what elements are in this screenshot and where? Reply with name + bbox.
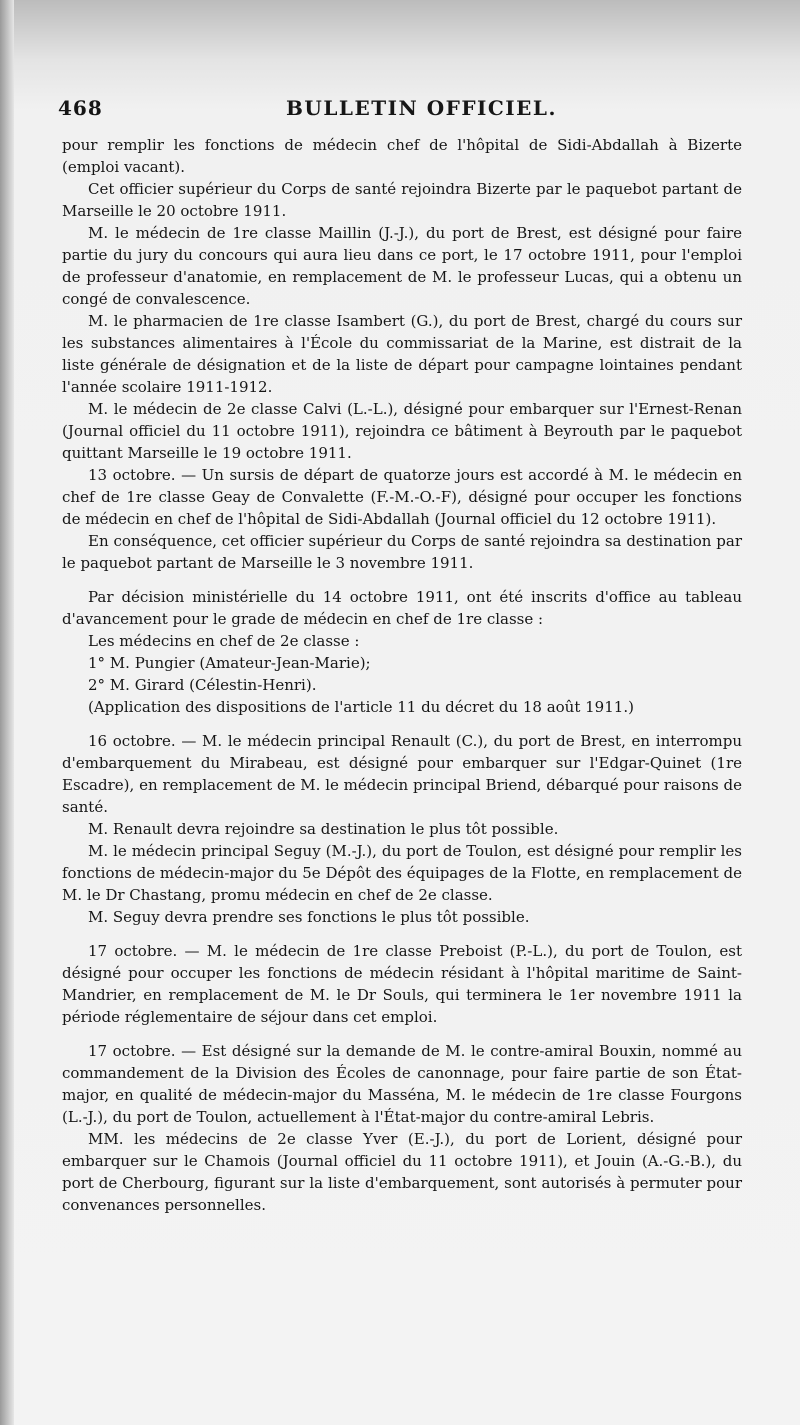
paragraph: M. le pharmacien de 1re classe Isambert (G.), du port de Brest, chargé du cours sur les substances alimentaires à l'École du commissariat de la Marine, est distrait de la liste générale de désignation et de la liste de départ pour campagne lointaines pendant l'année scolaire 1911-1912. [62,312,742,396]
paragraph: (Application des dispositions de l'article 11 du décret du 18 août 1911.) [88,698,634,716]
page-header [58,96,748,126]
page-number: 468 [58,96,103,120]
paragraph: pour remplir les fonctions de médecin chef de l'hôpital de Sidi-Abdallah à Bizerte (emploi vacant). [62,136,742,176]
paragraph: Cet officier supérieur du Corps de santé rejoindra Bizerte par le paquebot partant de Marseille le 20 octobre 1911. [62,180,742,220]
paragraph: M. Renault devra rejoindre sa destination le plus tôt possible. [88,820,559,838]
paragraph: 17 octobre. — M. le médecin de 1re classe Preboist (P.-L.), du port de Toulon, est désigné pour occuper les fonctions de médecin résidant à l'hôpital maritime de Saint-Mandrier, en remplacement de M. le Dr Souls, qui terminera le 1er novembre 1911 la période réglementaire de séjour dans cet emploi. [62,942,742,1026]
paragraph: M. Seguy devra prendre ses fonctions le plus tôt possible. [88,908,530,926]
list-item: 1° M. Pungier (Amateur-Jean-Marie); [88,654,371,672]
paragraph: MM. les médecins de 2e classe Yver (E.-J.), du port de Lorient, désigné pour embarquer sur le Chamois (Journal officiel du 11 octobre 1911), et Jouin (A.-G.-B.), du port de Cherbourg, figurant sur la liste d'embarquement, sont autorisés à permuter pour convenances personnelles. [62,1130,742,1214]
document-body [62,134,742,1216]
paragraph: M. le médecin principal Seguy (M.-J.), du port de Toulon, est désigné pour remplir les fonctions de médecin-major du 5e Dépôt des équipages de la Flotte, en remplacement de M. le Dr Chastang, promu médecin en chef de 2e classe. [62,842,742,904]
paragraph: 17 octobre. — Est désigné sur la demande de M. le contre-amiral Bouxin, nommé au commandement de la Division des Écoles de canonnage, pour faire partie de son État-major, en qualité de médecin-major du Masséna, M. le médecin de 1re classe Fourgons (L.-J.), du port de Toulon, actuellement à l'État-major du contre-amiral Lebris. [62,1042,742,1126]
paragraph: M. le médecin de 2e classe Calvi (L.-L.), désigné pour embarquer sur l'Ernest-Renan (Journal officiel du 11 octobre 1911), rejoindra ce bâtiment à Beyrouth par le paquebot quittant Marseille le 19 octobre 1911. [62,400,742,462]
paragraph: Par décision ministérielle du 14 octobre 1911, ont été inscrits d'office au tableau d'avancement pour le grade de médecin en chef de 1re classe : [62,588,742,628]
paragraph: En conséquence, cet officier supérieur du Corps de santé rejoindra sa destination par le paquebot partant de Marseille le 3 novembre 1911. [62,532,742,572]
paragraph: 13 octobre. — Un sursis de départ de quatorze jours est accordé à M. le médecin en chef de 1re classe Geay de Convalette (F.-M.-O.-F), désigné pour occuper les fonctions de médecin en chef de l'hôpital de Sidi-Abdallah (Journal officiel du 12 octobre 1911). [62,466,742,528]
running-title: BULLETIN OFFICIEL. [286,96,557,120]
page-edge-shadow [0,0,14,1425]
list-heading: Les médecins en chef de 2e classe : [88,632,360,650]
list-item: 2° M. Girard (Célestin-Henri). [88,676,317,694]
paragraph: 16 octobre. — M. le médecin principal Renault (C.), du port de Brest, en interrompu d'embarquement du Mirabeau, est désigné pour embarquer sur l'Edgar-Quinet (1re Escadre), en remplacement de M. le médecin principal Briend, débarqué pour raisons de santé. [62,732,742,816]
paragraph: M. le médecin de 1re classe Maillin (J.-J.), du port de Brest, est désigné pour faire partie du jury du concours qui aura lieu dans ce port, le 17 octobre 1911, pour l'emploi de professeur d'anatomie, en remplacement de M. le professeur Lucas, qui a obtenu un congé de convalescence. [62,224,742,308]
